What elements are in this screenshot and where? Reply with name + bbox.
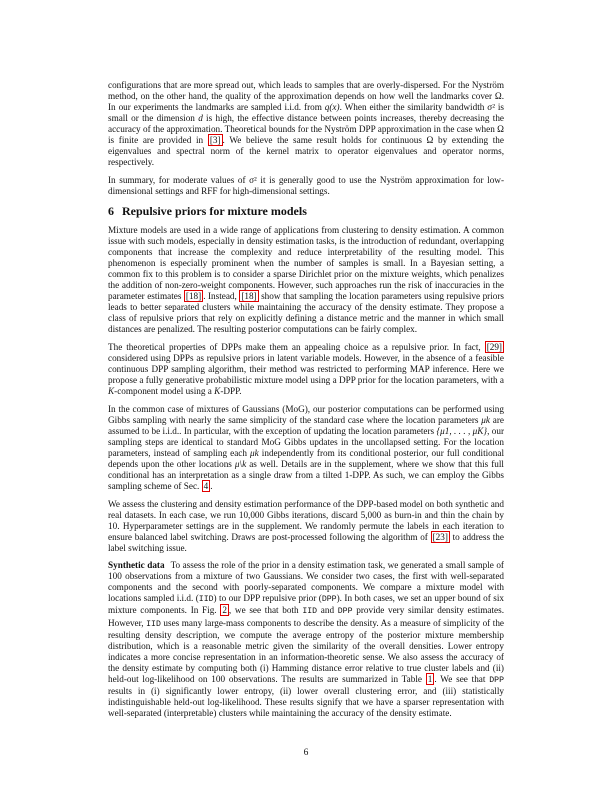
code-label: IID: [146, 619, 161, 629]
page-number: 6: [303, 748, 309, 758]
text-span: In the common case of mixtures of Gaussians (MoG), our posterior computations can be performed using Gibbs sampling with nearly the same simplicity of the standard case where the location parameters: [108, 403, 504, 425]
text-span: , our sampling steps are identical to standard MoG Gibbs updates in the uncollapsed setting. For the location parameters, instead of sampling each: [108, 425, 505, 458]
text-span: . Instead,: [203, 291, 240, 302]
text-span: . When either the similarity bandwidth σ² is small or the dimension: [108, 102, 504, 124]
text-span: are assumed to be i.i.d.. In particular, with the exception of updating the location parameters: [108, 414, 504, 436]
paragraph-dpp-properties: [108, 342, 504, 397]
code-label: IID: [198, 595, 214, 605]
math-mu-k: μk: [250, 447, 259, 458]
paragraph-mixture-models: [108, 225, 504, 335]
text-span: and: [317, 605, 338, 616]
text-span: . We believe the same result holds for continuous Ω by extending the eigenvalues and spectral norm of the kernel matrix to operator eigenvalues and operator norms, respectively.: [108, 135, 504, 168]
paragraph-summary: In summary, for moderate values of σ² it is generally good to use the Nyström approximation for low-dimensional settings and RFF for high-dimensional settings.: [108, 174, 504, 196]
section-link[interactable]: 4: [203, 481, 209, 491]
table-link[interactable]: 1: [427, 673, 433, 684]
text-span: .: [210, 481, 213, 491]
paragraph-synthetic-data: [108, 560, 504, 719]
math-k: K: [108, 386, 115, 397]
paper-page: [108, 80, 504, 725]
text-span: The theoretical properties of DPPs make them an appealing choice as a repulsive prior. In fact,: [108, 341, 485, 352]
text-span: is high, the effective distance between points increases, thereby decreasing the accuracy of the approximation. Theoretical bounds for the Nyström DPP approximation in the case when Ω is finite are provided in: [108, 113, 504, 146]
code-label: IID: [302, 607, 318, 617]
text-span: We assess the clustering and density estimation performance of the DPP-based model on both synthetic and real datasets. In each case, we run 10,000 Gibbs iterations, discard 5,000 as burn-in and thin the chain by 10. Hyperparameter settings are in the supplement. We randomly permute the labels in each iteration to ensure balanced label switching. Draws are post-processed following the algorithm of: [108, 498, 504, 542]
citation-link[interactable]: [23]: [432, 531, 448, 542]
text-span: ). In both cases, we set an upper bound of six mixture components. In Fig.: [108, 593, 504, 616]
paragraph-assessment: [108, 499, 504, 554]
citation-link[interactable]: [3]: [209, 135, 221, 146]
citation-link[interactable]: [18]: [241, 291, 257, 302]
paragraph-mog-gibbs: [108, 404, 504, 492]
text-span: configurations that are more spread out, which leads to samples that are overly-dispersed. For the Nyström method, on the other hand, the quality of the approximation depends on how well the landmarks cover Ω. In our experiments the landmarks are sampled i.i.d. from: [108, 80, 504, 113]
text-span: provide very similar density estimates. However,: [108, 605, 504, 628]
text-span: to address the label switching issue.: [108, 531, 504, 553]
text-span: results in (i) significantly lower entropy, (ii) lower overall clustering error, and (iii) statistically indistinguishable held-out log-likelihood. These results signify that we have a sparser representation with well-separated (interpretable) clusters while maintaining the accuracy of the density estimate.: [108, 685, 504, 718]
text-span: -component model using a: [114, 386, 215, 397]
text-span: -DPP.: [220, 386, 242, 397]
citation-link[interactable]: [18]: [185, 291, 202, 302]
text-span: uses many large-mass components to describe the density. As a measure of simplicity of the resulting density description, we compute the average entropy of the posterior mixture membership distribution, which is a reasonable metric given the similarity of the overall densities. Lower entropy indicates a more concise representation in an information-theoretic sense. We also assess the accuracy of the density estimate by computing both (i) Hamming distance error relative to true cluster labels and (ii) held-out log-likelihood on 100 observations. The results are summarized in Table: [108, 617, 504, 684]
text-span: . We see that: [434, 673, 490, 684]
text-span: independently from its conditional posterior, our full conditional depends upon the other locations: [108, 447, 504, 469]
code-label: DPP: [337, 607, 353, 617]
math-k: K: [214, 386, 221, 397]
text-span: ) to our DPP repulsive prior (: [213, 593, 322, 604]
section-heading: [108, 204, 504, 218]
section-number: 6: [108, 203, 114, 218]
text-span: To assess the role of the prior in a density estimation task, we generated a small sample of 100 observations from a mixture of two Gaussians. We consider two cases, the first with well-separated components and the second with poorly-separated components. We compare a mixture model with locations sampled i.i.d. (: [108, 560, 504, 604]
citation-link[interactable]: [29]: [486, 341, 502, 352]
text-span: considered using DPPs as repulsive priors in latent variable models. However, in the absence of a feasible continuous DPP sampling algorithm, their method was restricted to performing MAP inference. Here we propose a fully generative probabilistic mixture model using a DPP prior for the location parameters, with a: [108, 352, 504, 386]
math-mu-set: {μ1, . . . , μK}: [436, 425, 488, 436]
code-label: DPP: [489, 675, 504, 685]
paragraph-heading: Synthetic data: [108, 560, 165, 571]
math-q-x: q(x): [324, 102, 340, 113]
math-mu-minus-k: μ\k: [234, 458, 247, 469]
figure-link[interactable]: 2: [222, 605, 227, 616]
code-label: DPP: [321, 595, 337, 605]
text-span: , we see that both: [228, 605, 303, 616]
section-title: Repulsive priors for mixture models: [122, 203, 307, 218]
text-span: show that sampling the location parameters using repulsive priors leads to better separated clusters while maintaining the accuracy of the density estimate. They propose a class of repulsive priors that rely on explicitly defining a distance metric and the manner in which small distances are penalized. The resulting posterior computations can be fairly complex.: [108, 291, 505, 335]
paragraph-approximation-accuracy: [108, 80, 504, 168]
math-mu-k: μk: [481, 414, 490, 425]
math-d: d: [198, 113, 203, 124]
text-span: as well. Details are in the supplement, where we show that this full conditional has an interpretation as a single draw from a tilted 1-DPP. As such, we can employ the Gibbs sampling scheme of Sec.: [108, 458, 504, 491]
text-span: Mixture models are used in a wide range of applications from clustering to density estimation. A common issue with such models, especially in density estimation tasks, is the introduction of redundant, overlapping components that increase the complexity and reduce interpretability of the resulting model. This phenomenon is especially prominent when the number of samples is small. In a Bayesian setting, a common fix to this problem is to consider a sparse Dirichlet prior on the mixture weights, which penalizes the addition of non-zero-weight components. However, such approaches run the risk of inaccuracies in the parameter estimates: [108, 224, 504, 302]
